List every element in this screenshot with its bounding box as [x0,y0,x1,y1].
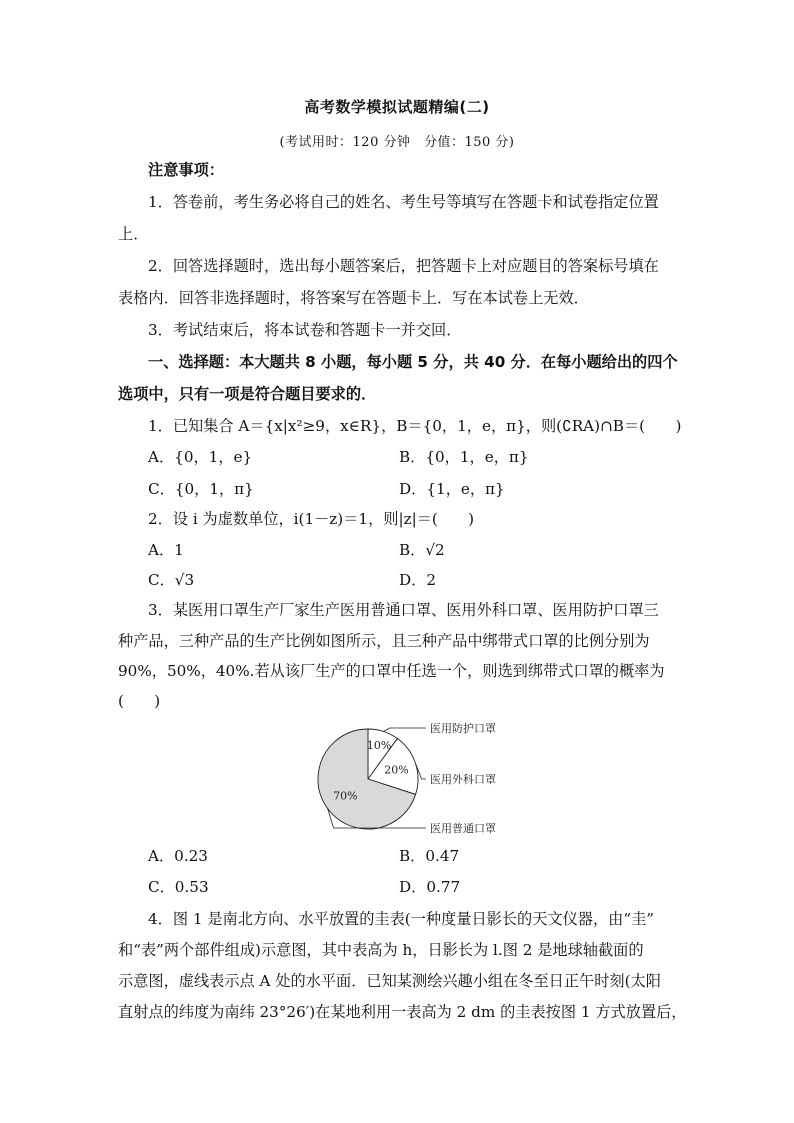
q4-line-2: 和“表”两个部件组成)示意图，其中表高为 h，日影长为 l.图 2 是地球轴截面的 [118,941,644,959]
q1-option-c: C．{0，1，π} [148,480,254,498]
label-protective-pct: 10% [366,738,392,752]
exam-title: 高考数学模拟试题精编(二) [304,98,490,116]
q1-option-b: B．{0，1，e，π} [399,448,529,466]
legend-surgical: 医用外科口罩 [430,773,496,786]
note-2-line-2: 表格内．回答非选择题时，将答案写在答题卡上．写在本试卷上无效． [118,289,589,307]
q3-line-2: 种产品，三种产品的生产比例如图所示，且三种产品中绑带式口罩的比例分别为 [118,632,650,650]
q3-line-4: ( ) [118,692,161,710]
q1-stem: 1．已知集合 A＝{x|x²≥9，x∈R}，B＝{0，1，e，π}，则(∁RA)∩B＝( ) [148,417,682,435]
q2-stem: 2．设 i 为虚数单位，i(1－z)＝1，则|z|＝( ) [148,510,475,528]
q4-line-3: 示意图，虚线表示点 A 处的水平面．已知某测绘兴趣小组在冬至日正午时刻(太阳 [118,972,661,990]
q2-option-a: A．1 [148,541,184,559]
note-2-line-1: 2．回答选择题时，选出每小题答案后，把答题卡上对应题目的答案标号填在 [148,257,659,275]
mask-production-pie-chart [316,716,516,842]
q3-option-b: B．0.47 [399,847,460,865]
q3-option-c: C．0.53 [148,878,209,896]
note-1-line-2: 上． [118,225,149,243]
q2-option-c: C．√3 [148,571,195,589]
exam-subtitle: (考试用时：120 分钟 分值：150 分) [279,135,515,150]
legend-protective: 医用防护口罩 [430,722,496,735]
section-1-heading-line-2: 选项中，只有一项是符合题目要求的． [118,385,377,403]
q1-option-d: D．{1，e，π} [399,480,505,498]
q1-option-a: A．{0，1，e} [148,448,253,466]
q3-option-d: D．0.77 [399,878,461,896]
notes-heading: 注意事项： [148,161,224,179]
q3-option-a: A．0.23 [148,847,208,865]
note-1-line-1: 1．答卷前，考生务必将自己的姓名、考生号等填写在答题卡和试卷指定位置 [148,193,659,211]
label-regular-pct: 70% [333,789,358,803]
label-surgical-pct: 20% [384,763,409,777]
q2-option-d: D．2 [399,571,437,589]
q4-line-1: 4．图 1 是南北方向、水平放置的圭表(一种度量日影长的天文仪器，由“圭” [148,910,655,928]
legend-regular: 医用普通口罩 [430,822,496,835]
legend-protective-leader [383,728,426,731]
q3-line-3: 90%，50%，40%.若从该厂生产的口罩中任选一个，则选到绑带式口罩的概率为 [118,662,665,680]
note-3: 3．考试结束后，将本试卷和答题卡一并交回． [148,321,462,339]
q4-line-4: 直射点的纬度为南纬 23°26′)在某地利用一表高为 2 dm 的圭表按图 1 方式放置后， [118,1003,687,1021]
q3-line-1: 3．某医用口罩生产厂家生产医用普通口罩、医用外科口罩、医用防护口罩三 [148,601,659,619]
q2-option-b: B．√2 [399,541,445,559]
section-1-heading-line-1: 一、选择题：本大题共 8 小题，每小题 5 分，共 40 分．在每小题给出的四个 [148,353,678,371]
